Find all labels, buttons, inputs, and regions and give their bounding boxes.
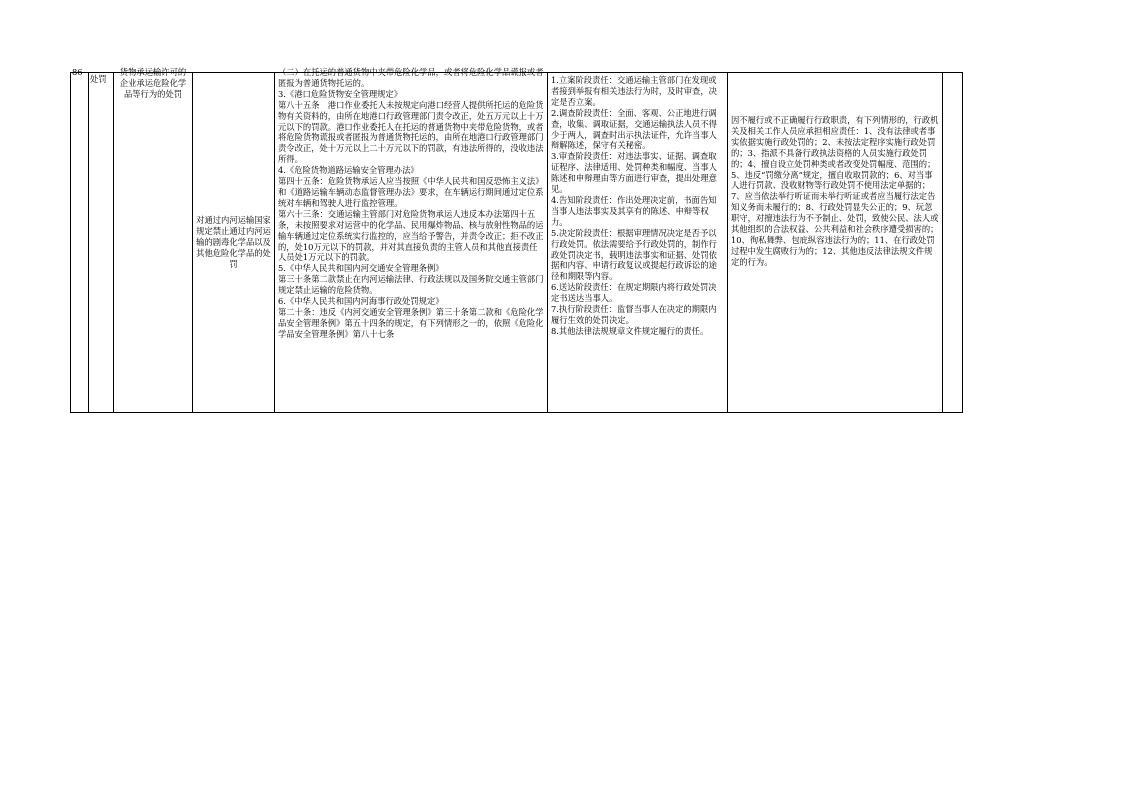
responsibility-cell [548, 73, 728, 413]
accountability-text: 因不履行或不正确履行行政职责，有下列情形的，行政机关及相关工作人员应承担相应责任：1、没有法律或者事实依据实施行政处罚的；2、未按法定程序实施行政处罚的；3、指派不具备行政执法资格的人员实施行政处罚的；4、擅自设立处罚种类或者改变处罚幅度、范围的；5、违反“罚缴分离”规定，擅自收取罚款的；6、对当事人进行罚款、没收财物等行政处罚不使用法定单据的；7、应当依法举行听证而未举行听证或者应当履行法定告知义务而未履行的；8、行政处罚显失公正的；9、玩忽职守，对擅违法行为不予制止、处罚，致使公民、法人或其他组织的合法权益、公共利益和社会秩序遭受损害的；10、徇私舞弊、包庇纵容违法行为的；11、在行政处罚过程中发生腐败行为的；12、其他违反法律法规文件规定的行为。 [731, 115, 939, 267]
row-number-cell [71, 67, 89, 413]
row-number: 86 [72, 67, 83, 77]
responsibility-line: 5.决定阶段责任：根据审理情况决定是否予以行政处罚。依法需要给予行政处罚的，制作行政处罚决定书，载明违法事实和证据、处罚依据和内容、申请行政复议或提起行政诉讼的途径和期限等内容。 [551, 227, 717, 282]
basis-line: 3.《港口危险货物安全管理规定》 [278, 88, 403, 99]
item-name-cell [114, 67, 193, 413]
responsibility-line: 7.执行阶段责任：监督当事人在决定的期限内履行生效的处罚决定。 [551, 304, 717, 325]
basis-line: 第三十条第二款禁止在内河运输法律、行政法规以及国务院交通主管部门规定禁止运输的危险货物。 [278, 274, 544, 296]
responsibility-line: 1.立案阶段责任：交通运输主管部门在发现或者接到举报有相关违法行为时，及时审查，决定是否立案。 [551, 75, 717, 107]
responsibility-line: 4.告知阶段责任：作出处理决定前，书面告知当事人违法事实及其享有的陈述、申辩等权力。 [551, 194, 717, 227]
basis-line: 5.《中华人民共和国内河交通安全管理条例》 [278, 263, 444, 274]
permission-table [70, 67, 963, 413]
legal-basis-list [278, 67, 544, 340]
legal-basis-cell [275, 67, 548, 413]
sub-item-cell [193, 73, 275, 413]
responsibility-line: 8.其他法律法规规章文件规定履行的责任。 [551, 325, 709, 336]
responsibility-line: 3.审查阶段责任：对违法事实、证据、调查取证程序、法律适用、处罚种类和幅度、当事人陈述和申辩理由等方面进行审查，提出处理意见。 [551, 151, 717, 195]
basis-line: 第六十三条：交通运输主管部门对危险货物承运人违反本办法第四十五条，未按照要求对运营中的化学品、民用爆炸物品、核与放射性物品的运输车辆通过定位系统实行监控的，应当给予警告，并责令改正；拒不改正的，处10万元以下的罚款，并对其直接负责的主管人员和其他直接责任人员处1万元以下的罚款。 [278, 208, 544, 263]
sub-item-name: 对通过内河运输国家规定禁止通过内河运输的剧毒化学品以及其他危险化学品的处罚 [196, 215, 271, 269]
responsibility-line: 2.调查阶段责任：全面、客观、公正地进行调查，收集、调取证据，交通运输执法人员不得少于两人，调查时出示执法证件，允许当事人辩解陈述，保守有关秘密。 [551, 107, 717, 151]
item-name: 货物承运输许可的企业承运危险化学品等行为的处罚 [119, 67, 187, 99]
permission-table-sheet [70, 67, 962, 413]
category-label: 处罚 [90, 74, 107, 84]
basis-line: 第四十五条：危险货物承运人应当按照《中华人民共和国反恐怖主义法》和《道路运输车辆动态监督管理办法》要求，在车辆运行期间通过定位系统对车辆和驾驶人进行监控管理。 [278, 176, 544, 208]
table-row [71, 73, 963, 413]
basis-line: （二）在托运的普通货物中夹带危险化学品，或者将危险化学品谎报或者匿报为普通货物托运的。 [278, 67, 544, 88]
responsibility-line: 6.送达阶段责任：在规定期限内将行政处罚决定书送达当事人。 [551, 282, 717, 304]
blank-cell [943, 73, 963, 413]
basis-line: 第二十条：违反《内河交通安全管理条例》第三十条第二款和《危险化学品安全管理条例》第五十四条的规定，有下列情形之一的，依照《危险化学品安全管理条例》第八十七条 [278, 306, 544, 339]
accountability-cell [728, 73, 943, 413]
basis-line: 6.《中华人民共和国内河海事行政处罚规定》 [278, 296, 444, 307]
basis-line: 第八十五条 港口作业委托人未按规定向港口经营人提供所托运的危险货物有关资料的，由所在地港口行政管理部门责令改正，处五万元以上十万元以下的罚款。港口作业委托人在托运的普通货物中夹带危险货物，或者将危险货物谎报或者匿报为普通货物托运的，由所在地港口行政管理部门责令改正，处十万元以上二十万元以下的罚款，有违法所得的，没收违法所得。 [278, 99, 544, 165]
category-cell [89, 73, 114, 413]
responsibility-list [551, 75, 724, 337]
basis-line: 4.《危险货物道路运输安全管理办法》 [278, 165, 419, 176]
